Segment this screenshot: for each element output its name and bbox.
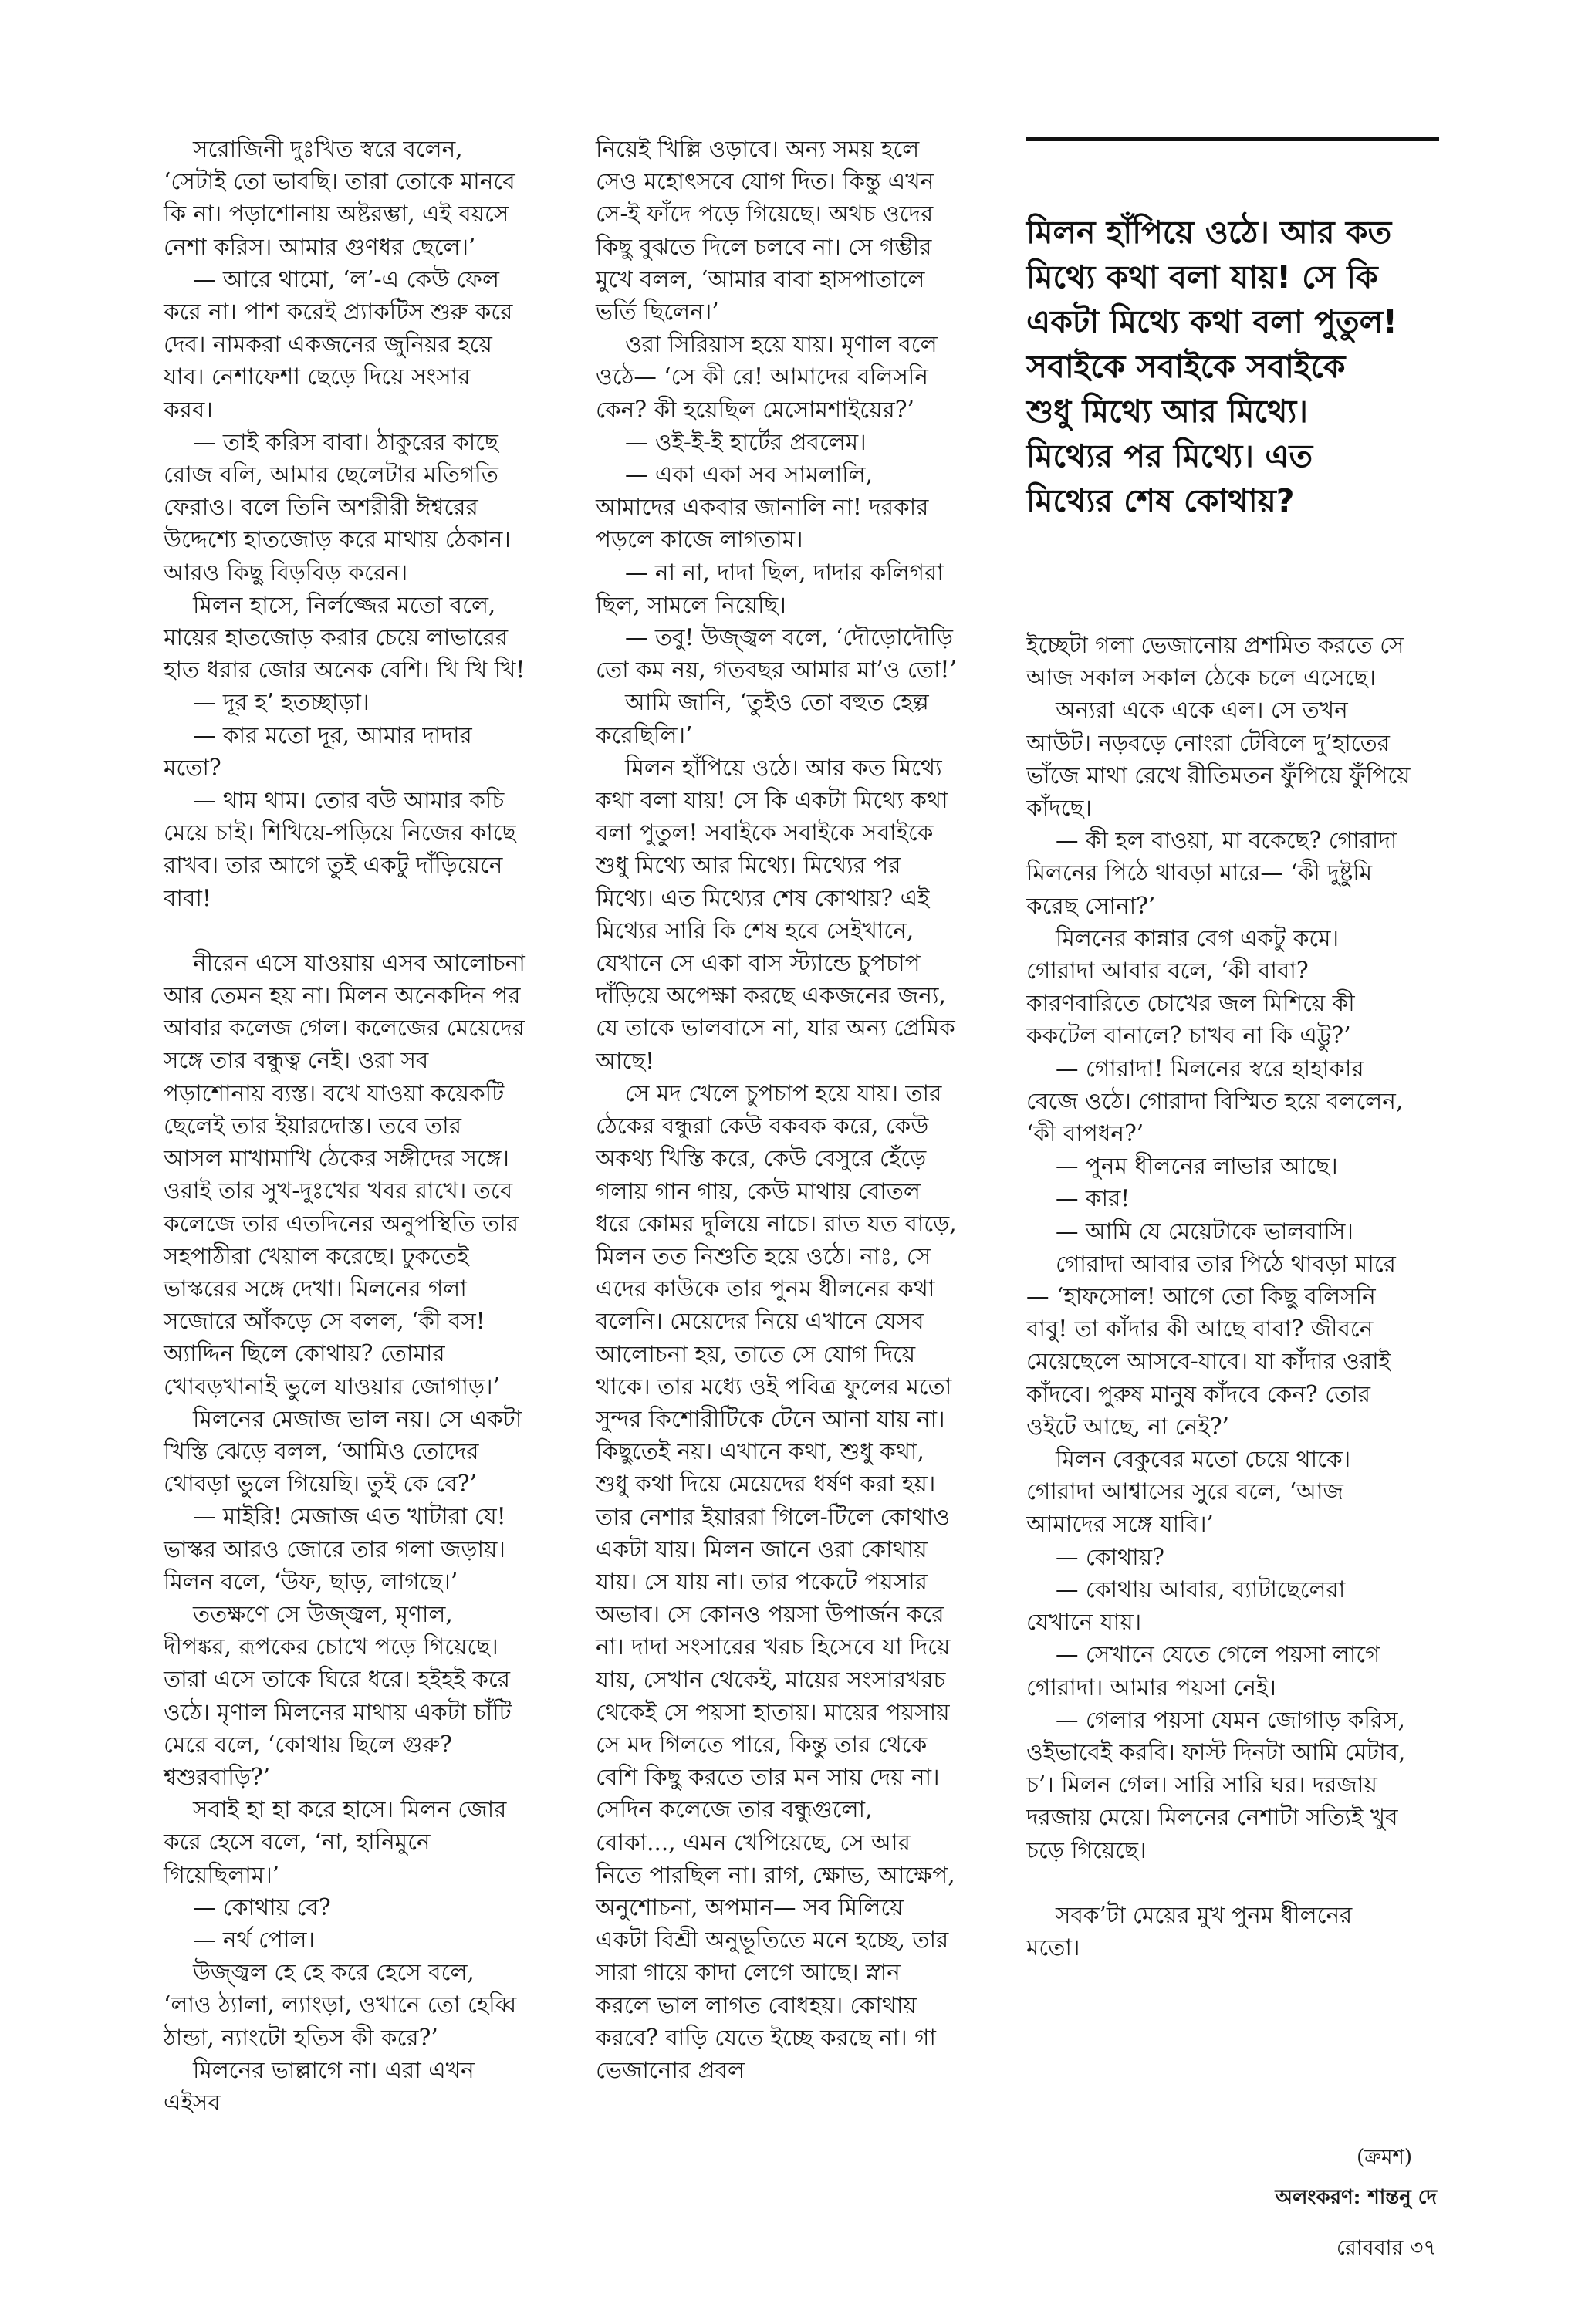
paragraph: — কার মতো দূর, আমার দাদার মতো? (164, 721, 472, 781)
paragraph: মিলনের ভাল্লাগে না। এরা এখন এইসব (164, 2056, 475, 2116)
section-break (164, 914, 526, 947)
pull-quote-line: মিথ্যের শেষ কোথায়? (1026, 482, 1295, 519)
paragraph: — গোরাদা! মিলনের স্বরে হাহাকার বেজে ওঠে। গোরাদা বিস্মিত হয়ে বললেন, ‘কী বাপধন?’ (1026, 1055, 1404, 1147)
paragraph: অন্যরা একে একে এল। সে তখন আউট। নড়বড়ে নোংরা টেবিলে দু’হাতের ভাঁজে মাথা রেখে রীতিমতন ফুঁপিয়ে ফুঁপিয়ে কাঁদছে। (1026, 697, 1411, 822)
paragraph: মিলন হাঁপিয়ে ওঠে। আর কত মিথ্যে কথা বলা যায়! সে কি একটা মিথ্যে কথা বলা পুতুল! সবাইকে সবাইকে সবাইকে শুধু মিথ্যে আর মিথ্যে। মিথ্যের পর মিথ্যে। এত মিথ্যের শেষ কোথায়? এই মিথ্যের সারি কি শেষ হবে সেইখানে, যেখানে সে একা বাস স্ট্যান্ডে চুপচাপ দাঁড়িয়ে অপেক্ষা করছে একজনের জন্য, যে তাকে ভালবাসে না, যার অন্য প্রেমিক আছে! (596, 754, 955, 1074)
paragraph: — কোথায় আবার, ব্যাটাছেলেরা যেখানে যায়। (1026, 1576, 1346, 1636)
paragraph: মিলন হাসে, নির্লজ্জের মতো বলে, মায়ের হাতজোড় করার চেয়ে লাভারের হাত ধরার জোর অনেক বেশি। খি খি খি! (164, 591, 525, 684)
text-column-2 (596, 133, 958, 2086)
paragraph: ওরা সিরিয়াস হয়ে যায়। মৃণাল বলে ওঠে— ‘সে কী রে! আমাদের বলিসনি কেন? কী হয়েছিল মেসোমশাইয়ের?’ (596, 331, 938, 423)
paragraph: — নর্থ পোল। (193, 1926, 316, 1953)
paragraph: সবক’টা মেয়ের মুখ পুনম ধীলনের মতো। (1026, 1901, 1353, 1961)
paragraph: — সেখানে যেতে গেলে পয়সা লাগে গোরাদা। আমার পয়সা নেই। (1026, 1641, 1380, 1701)
pull-quote-rule (1026, 137, 1439, 141)
paragraph: — একা একা সব সামলালি, আমাদের একবার জানালি না! দরকার পড়লে কাজে লাগতাম। (596, 461, 929, 553)
paragraph: — কার! (1056, 1185, 1130, 1212)
paragraph: নিয়েই খিল্লি ওড়াবে। অন্য সময় হলে সেও মহোৎসবে যোগ দিত। কিন্তু এখন সে-ই ফাঁদে পড়ে গিয়েছে। অথচ ওদের কিছু বুঝতে দিলে চলবে না। সে গম্ভীর মুখে বলল, ‘আমার বাবা হাসপাতালে ভর্তি ছিলেন।’ (596, 136, 934, 326)
paragraph: নীরেন এসে যাওয়ায় এসব আলোচনা আর তেমন হয় না। মিলন অনেকদিন পর আবার কলেজ গেল। কলেজের মেয়েদের সঙ্গে তার বন্ধুত্ব নেই। ওরা সব পড়াশোনায় ব্যস্ত। বখে যাওয়া কয়েকটি ছেলেই তার ইয়ারদোস্ত। তবে তার আসল মাখামাখি ঠেকের সঙ্গীদের সঙ্গে। ওরাই তার সুখ-দুঃখের খবর রাখে। তবে কলেজে তার এতদিনের অনুপস্থিতি তার সহপাঠীরা খেয়াল করেছে। ঢুকতেই ভাস্করের সঙ্গে দেখা। মিলনের গলা সজোরে আঁকড়ে সে বলল, ‘কী বস! অ্যাদ্দিন ছিলে কোথায়? তোমার খোবড়খানাই ভুলে যাওয়ার জোগাড়।’ (164, 949, 525, 1400)
paragraph: — আমি যে মেয়েটাকে ভালবাসি। (1056, 1218, 1353, 1245)
paragraph: ইচ্ছেটা গলা ভেজানোয় প্রশমিত করতে সে আজ সকাল সকাল ঠেকে চলে এসেছে। (1026, 632, 1404, 691)
section-break (1026, 1866, 1412, 1899)
page-folio: রোববার ৩৭ (1336, 2236, 1437, 2260)
series-note: (ক্রমশ) (1357, 2146, 1412, 2169)
paragraph: মিলনের কান্নার বেগ একটু কমে। গোরাদা আবার বলে, ‘কী বাবা? কারণবারিতে চোখের জল মিশিয়ে কী ককটেল বানালে? চাখব না কি এট্টু?’ (1026, 924, 1355, 1049)
illustration-credit: অলংকরণ: শান্তনু দে (1275, 2186, 1437, 2209)
paragraph: — গেলার পয়সা যেমন জোগাড় করিস, ওইভাবেই করবি। ফাস্ট দিনটা আমি মেটাব, চ’। মিলন গেল। সারি সারি ঘর। দরজায় দরজায় মেয়ে। মিলনের নেশাটা সত্যিই খুব চড়ে গিয়েছে। (1026, 1706, 1406, 1863)
paragraph: — আরে থামো, ‘ল’-এ কেউ ফেল করে না। পাশ করেই প্র্যাকটিস শুরু করে দেব। নামকরা একজনের জুনিয়র হয়ে যাব। নেশাফেশা ছেড়ে দিয়ে সংসার করব। (164, 265, 513, 423)
paragraph: — দূর হ’ হতচ্ছাড়া। (193, 689, 370, 716)
paragraph: মিলন বেকুবের মতো চেয়ে থাকে। গোরাদা আশ্বাসের সুরে বলে, ‘আজ আমাদের সঙ্গে যাবি।’ (1026, 1446, 1351, 1538)
pull-quote (1026, 210, 1439, 523)
pull-quote-line: মিথ্যের পর মিথ্যে। এত (1026, 437, 1313, 475)
paragraph: — কোথায়? (1056, 1543, 1164, 1570)
paragraph: — কী হল বাওয়া, মা বকেছে? গোরাদা মিলনের পিঠে থাবড়া মারে— ‘কী দুষ্টুমি করেছ সোনা?’ (1026, 827, 1397, 919)
paragraph: আমি জানি, ‘তুইও তো বহুত হেল্প করেছিলি।’ (596, 689, 929, 748)
pull-quote-line: সবাইকে সবাইকে সবাইকে (1026, 348, 1346, 385)
paragraph: ততক্ষণে সে উজ্জ্বল, মৃণাল, দীপঙ্কর, রূপকের চোখে পড়ে গিয়েছে। তারা এসে তাকে ঘিরে ধরে। হইহই করে ওঠে। মৃণাল মিলনের মাথায় একটা চাঁটি মেরে বলে, ‘কোথায় ছিলে গুরু? শ্বশুরবাড়ি?’ (164, 1600, 512, 1790)
paragraph: — থাম থাম। তোর বউ আমার কচি মেয়ে চাই। শিখিয়ে-পড়িয়ে নিজের কাছে রাখব। তার আগে তুই একটু দাঁড়িয়েনে বাবা! (164, 787, 516, 911)
pull-quote-line: একটা মিথ্যে কথা বলা পুতুল! (1026, 303, 1397, 340)
paragraph: সে মদ খেলে চুপচাপ হয়ে যায়। তার ঠেকের বন্ধুরা কেউ বকবক করে, কেউ অকথ্য খিস্তি করে, কেউ বেসুরে হেঁড়ে গলায় গান গায়, কেউ মাথায় বোতল ধরে কোমর দুলিয়ে নাচে। রাত যত বাড়ে, মিলন তত নিশুতি হয়ে ওঠে। নাঃ, সে এদের কাউকে তার পুনম ধীলনের কথা বলেনি। মেয়েদের নিয়ে এখানে যেসব আলোচনা হয়, তাতে সে যোগ দিয়ে থাকে। তার মধ্যে ওই পবিত্র ফুলের মতো সুন্দর কিশোরীটিকে টেনে আনা যায় না। কিছুতেই নয়। এখানে কথা, শুধু কথা, শুধু কথা দিয়ে মেয়েদের ধর্ষণ করা হয়। তার নেশার ইয়াররা গিলে-টিলে কোথাও একটা যায়। মিলন জানে ওরা কোথায় যায়। সে যায় না। তার পকেটে পয়সার অভাব। সে কোনও পয়সা উপার্জন করে না। দাদা সংসারের খরচ হিসেবে যা দিয়ে যায়, সেখান থেকেই, মায়ের সংসারখরচ থেকেই সে পয়সা হাতায়। মায়ের পয়সায় সে মদ গিলতে পারে, কিন্তু তার থেকে বেশি কিছু করতে তার মন সায় দেয় না। সেদিন কলেজে তার বন্ধুগুলো, বোকা..., এমন খেপিয়েছে, সে আর নিতে পারছিল না। রাগ, ক্ষোভ, আক্ষেপ, অনুশোচনা, অপমান— সব মিলিয়ে একটা বিশ্রী অনুভূতিতে মনে হচ্ছে, তার সারা গায়ে কাদা লেগে আছে। স্নান করলে ভাল লাগত বোধহয়। কোথায় করবে? বাড়ি যেতে ইচ্ছে করছে না। গা ভেজানোর প্রবল (596, 1079, 957, 2083)
paragraph: — পুনম ধীলনের লাভার আছে। (1056, 1153, 1338, 1180)
pull-quote-line: মিথ্যে কথা বলা যায়! সে কি (1026, 258, 1378, 296)
paragraph: উজ্জ্বল হে হে করে হেসে বলে, ‘লাও ঠ্যালা, ল্যাংড়া, ওখানে তো হেব্বি ঠান্ডা, ন্যাংটো হতিস কী করে?’ (164, 1959, 517, 2051)
paragraph: গোরাদা আবার তার পিঠে থাবড়া মারে— ‘হাফসোল! আগে তো কিছু বলিসনি বাবু! তা কাঁদার কী আছে বাবা? জীবনে মেয়েছেলে আসবে-যাবে। যা কাঁদার ওরাই কাঁদবে। পুরুষ মানুষ কাঁদবে কেন? তোর ওইটে আছে, না নেই?’ (1026, 1250, 1396, 1440)
text-column-3 (1026, 629, 1412, 1964)
paragraph: — মাইরি! মেজাজ এত খাটারা যে! ভাস্কর আরও জোরে তার গলা জড়ায়। মিলন বলে, ‘উফ, ছাড়, লাগছে।’ (164, 1503, 506, 1595)
text-column-1 (164, 133, 526, 2119)
paragraph: — কোথায় বে? (193, 1893, 331, 1920)
paragraph: — ওই-ই-ই হার্টের প্রবলেম। (625, 428, 867, 455)
pull-quote-line: শুধু মিথ্যে আর মিথ্যে। (1026, 393, 1308, 430)
pull-quote-line: মিলন হাঁপিয়ে ওঠে। আর কত (1026, 214, 1392, 251)
paragraph: মিলনের মেজাজ ভাল নয়। সে একটা খিস্তি ঝেড়ে বলল, ‘আমিও তোদের থোবড়া ভুলে গিয়েছি। তুই কে বে?’ (164, 1405, 522, 1498)
paragraph: সরোজিনী দুঃখিত স্বরে বলেন, ‘সেটাই তো ভাবছি। তারা তোকে মানবে কি না। পড়াশোনায় অষ্টরম্ভা, এই বয়সে নেশা করিস। আমার গুণধর ছেলে।’ (164, 136, 515, 260)
paragraph: — না না, দাদা ছিল, দাদার কলিগরা ছিল, সামলে নিয়েছি। (596, 559, 944, 618)
paragraph: — তাই করিস বাবা। ঠাকুরের কাছে রোজ বলি, আমার ছেলেটার মতিগতি ফেরাও। বলে তিনি অশরীরী ঈশ্বরের উদ্দেশ্যে হাতজোড় করে মাথায় ঠেকান। আরও কিছু বিড়বিড় করেন। (164, 428, 511, 586)
paragraph: সবাই হা হা করে হাসে। মিলন জোর করে হেসে বলে, ‘না, হানিমুনে গিয়েছিলাম।’ (164, 1796, 507, 1888)
paragraph: — তবু! উজ্জ্বল বলে, ‘দৌড়োদৌড়ি তো কম নয়, গতবছর আমার মা’ও তো!’ (596, 624, 957, 684)
